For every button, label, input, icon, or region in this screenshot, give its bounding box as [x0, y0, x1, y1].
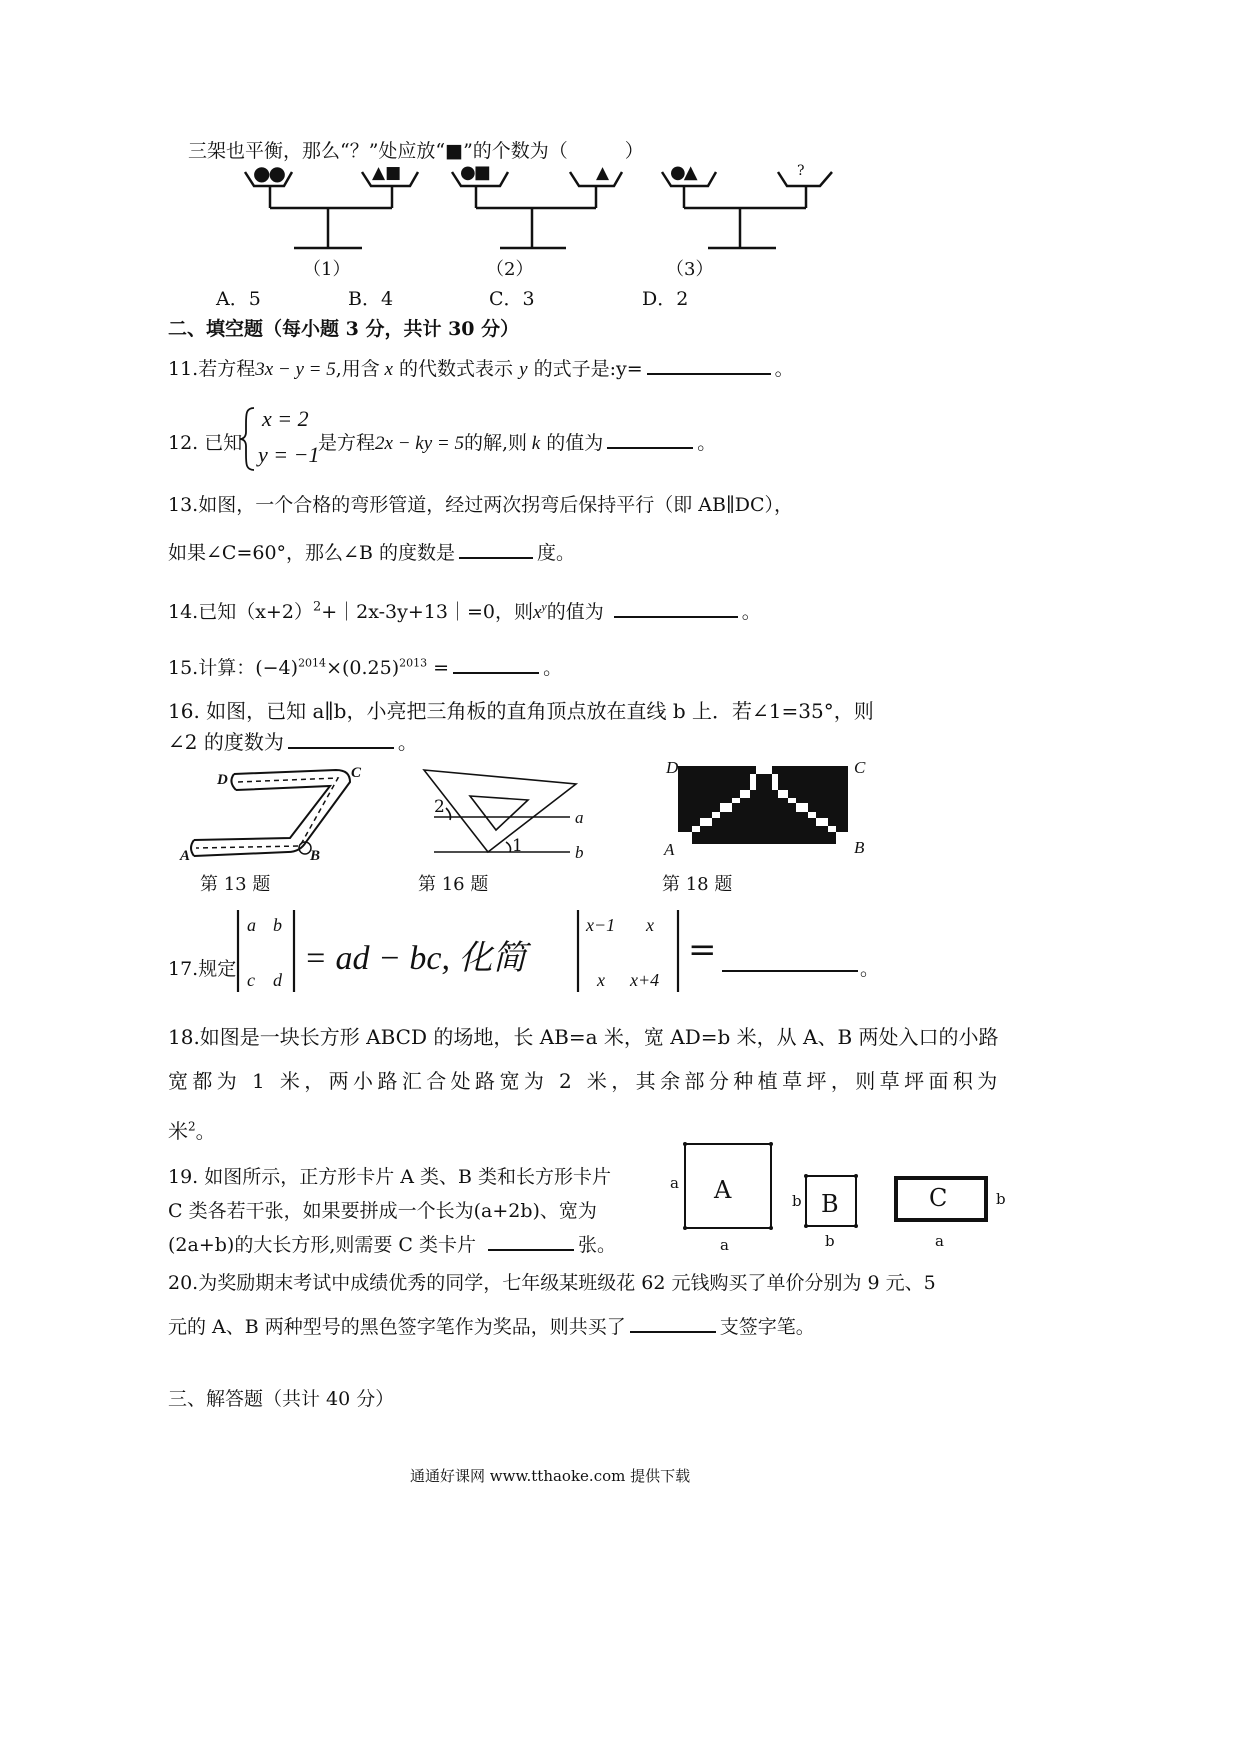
q16-line1: 16. 如图，已知 a∥b，小亮把三角板的直角顶点放在直线 b 上．若∠1=35°，则 [168, 699, 874, 723]
q14-text-c: 的值为 [546, 601, 604, 623]
card-a-bottom-label: a [720, 1236, 729, 1254]
q17-equals: = [688, 930, 717, 970]
card-a-side-label: a [670, 1174, 679, 1192]
q11-text-d: 的式子是:y= [533, 358, 643, 380]
card-c-bottom-label: a [935, 1232, 944, 1250]
fig16-label-b: b [575, 843, 584, 862]
q11-text-c: 的代数式表示 [399, 358, 514, 380]
scale2-left-pan: ●■ [460, 162, 489, 183]
card-b-bottom-label: b [825, 1232, 835, 1250]
fig16-label-1: 1 [512, 836, 523, 856]
q18-exp: 2 [188, 1119, 196, 1134]
q17-det-c: c [247, 970, 255, 990]
q12-system-eq1: x = 2 [262, 406, 309, 431]
fig16-label-2: 2 [434, 797, 445, 817]
q16-line2: ∠2 的度数为 [168, 730, 284, 754]
q12-text-c: 的值为 [546, 432, 604, 454]
q15-base2: (0.25) [341, 657, 400, 679]
q17-formula: = ad − bc, 化简 [304, 940, 527, 977]
fig16-caption: 第 16 题 [418, 874, 489, 895]
scale1-left-pan: ●● [253, 161, 284, 185]
q13-unit: 度。 [536, 542, 575, 564]
card-c-label: C [929, 1184, 948, 1212]
q17-det-a: a [247, 915, 256, 935]
fig18-label-a: A [664, 840, 675, 859]
q12-text-b: 的解,则 [463, 432, 528, 454]
card-b-side-label: b [792, 1192, 802, 1210]
q12-lead: 12. 已知 [168, 432, 243, 454]
q19-line3: (2a+b)的大长方形,则需要 C 类卡片 [168, 1234, 476, 1256]
q13-line2: 如果∠C=60°，那么∠B 的度数是 [168, 542, 455, 564]
q17-det-d: d [273, 970, 282, 990]
fig16-label-a: a [575, 808, 584, 827]
scale2-right-pan: ▲ [596, 163, 610, 183]
option-c: C．3 [489, 288, 535, 310]
q11-text-a: 11.若方程 [168, 358, 256, 380]
q11-var-y: y [519, 359, 528, 380]
option-a: A．5 [216, 288, 261, 310]
q13-line1: 13.如图，一个合格的弯形管道，经过两次拐弯后保持平行（即 AB∥DC）， [168, 494, 793, 516]
fig18-caption: 第 18 题 [662, 874, 733, 895]
scale1-label: （1） [303, 259, 351, 280]
card-c-side-label: b [996, 1190, 1006, 1208]
q16-end: 。 [397, 730, 418, 754]
scale3-left-pan: ●▲ [670, 162, 696, 183]
q18-line2: 宽都为 1 米，两小路汇合处路宽为 2 米，其余部分种植草坪，则草坪面积为 [168, 1069, 1002, 1093]
q20-unit: 支签字笔。 [719, 1316, 815, 1338]
option-d: D．2 [642, 288, 689, 310]
q18-end: 。 [195, 1119, 216, 1143]
q17-m21: x [597, 970, 605, 990]
option-b: B．4 [348, 288, 394, 310]
q12-text-a: 是方程 [318, 432, 376, 454]
q19-line1: 19. 如图所示，正方形卡片 A 类、B 类和长方形卡片 [168, 1166, 612, 1188]
q15-text-a: 15.计算： [168, 657, 256, 679]
q17-lead: 17.规定 [168, 958, 237, 980]
q11-text-b: ,用含 [335, 358, 380, 380]
q14-end: 。 [741, 601, 761, 623]
card-a-label: A [714, 1176, 732, 1204]
fig18-label-d: D [666, 758, 679, 777]
q15-exp1: 2014 [298, 656, 327, 670]
q19-line2: C 类各若干张，如果要拼成一个长为(a+2b)、宽为 [168, 1200, 597, 1222]
q14-text-a: 14.已知（x+2） [168, 601, 313, 623]
scale3-right-pan: ? [797, 163, 805, 179]
section3-title: 三、解答题（共计 40 分） [168, 1388, 395, 1410]
q20-line2: 元的 A、B 两种型号的黑色签字笔作为奖品，则共买了 [168, 1316, 626, 1338]
q12-var-k: k [531, 433, 541, 454]
q11-equation: 3x − y = 5 [255, 359, 336, 380]
q17-m11: x−1 [586, 915, 616, 935]
q15-eq: = [433, 657, 450, 679]
q17-end: 。 [860, 958, 880, 980]
q18-line3: 米 [168, 1119, 188, 1143]
q17-m12: x [646, 915, 654, 935]
q14-x-exp: y [541, 599, 547, 614]
section2-title: 二、填空题（每小题 3 分，共计 30 分） [168, 318, 520, 340]
q15-base1: (−4) [255, 657, 299, 679]
fig13-label-c: C [351, 765, 362, 781]
q20-answer-blank[interactable] [630, 1330, 716, 1333]
q15-times: × [326, 657, 342, 679]
fig18-label-b: B [854, 838, 865, 857]
card-b-label: B [821, 1190, 839, 1218]
q12-end: 。 [697, 432, 717, 454]
q14-text-b: +｜2x-3y+13｜=0，则 [321, 601, 533, 623]
scale3-label: （3） [666, 259, 714, 280]
q19-unit: 张。 [577, 1234, 616, 1256]
q10-stem: 三架也平衡，那么“？”处应放“■”的个数为（ ） [188, 140, 644, 162]
q15-exp2: 2013 [399, 656, 428, 670]
q11-end: 。 [774, 358, 794, 380]
scale1-right-pan: ▲■ [372, 163, 402, 183]
q18-line1: 18.如图是一块长方形 ABCD 的场地，长 AB=a 米，宽 AD=b 米，从 A、B 两处入口的小路 [168, 1025, 999, 1049]
fig13-label-d: D [217, 772, 228, 788]
q12-equation: 2x − ky = 5 [375, 433, 464, 454]
question-20-line2 [168, 1312, 815, 1339]
q17-m22: x+4 [630, 970, 660, 990]
fig13-caption: 第 13 题 [200, 874, 271, 895]
q12-system-eq2: y = −1 [258, 442, 320, 467]
scale2-label: （2） [486, 259, 534, 280]
q11-var-x: x [384, 359, 393, 380]
q15-end: 。 [543, 657, 563, 679]
q14-exp: 2 [312, 599, 322, 615]
fig18-label-c: C [854, 758, 866, 777]
q20-line1: 20.为奖励期末考试中成绩优秀的同学，七年级某班级花 62 元钱购买了单价分别为 9 元、5 [168, 1272, 936, 1294]
fig13-label-a: A [180, 848, 191, 864]
q17-det-b: b [273, 915, 282, 935]
fig13-label-b: B [310, 848, 321, 864]
footer-text: 通通好课网 www.tthaoke.com 提供下载 [410, 1467, 691, 1485]
q14-x: x [532, 602, 542, 623]
